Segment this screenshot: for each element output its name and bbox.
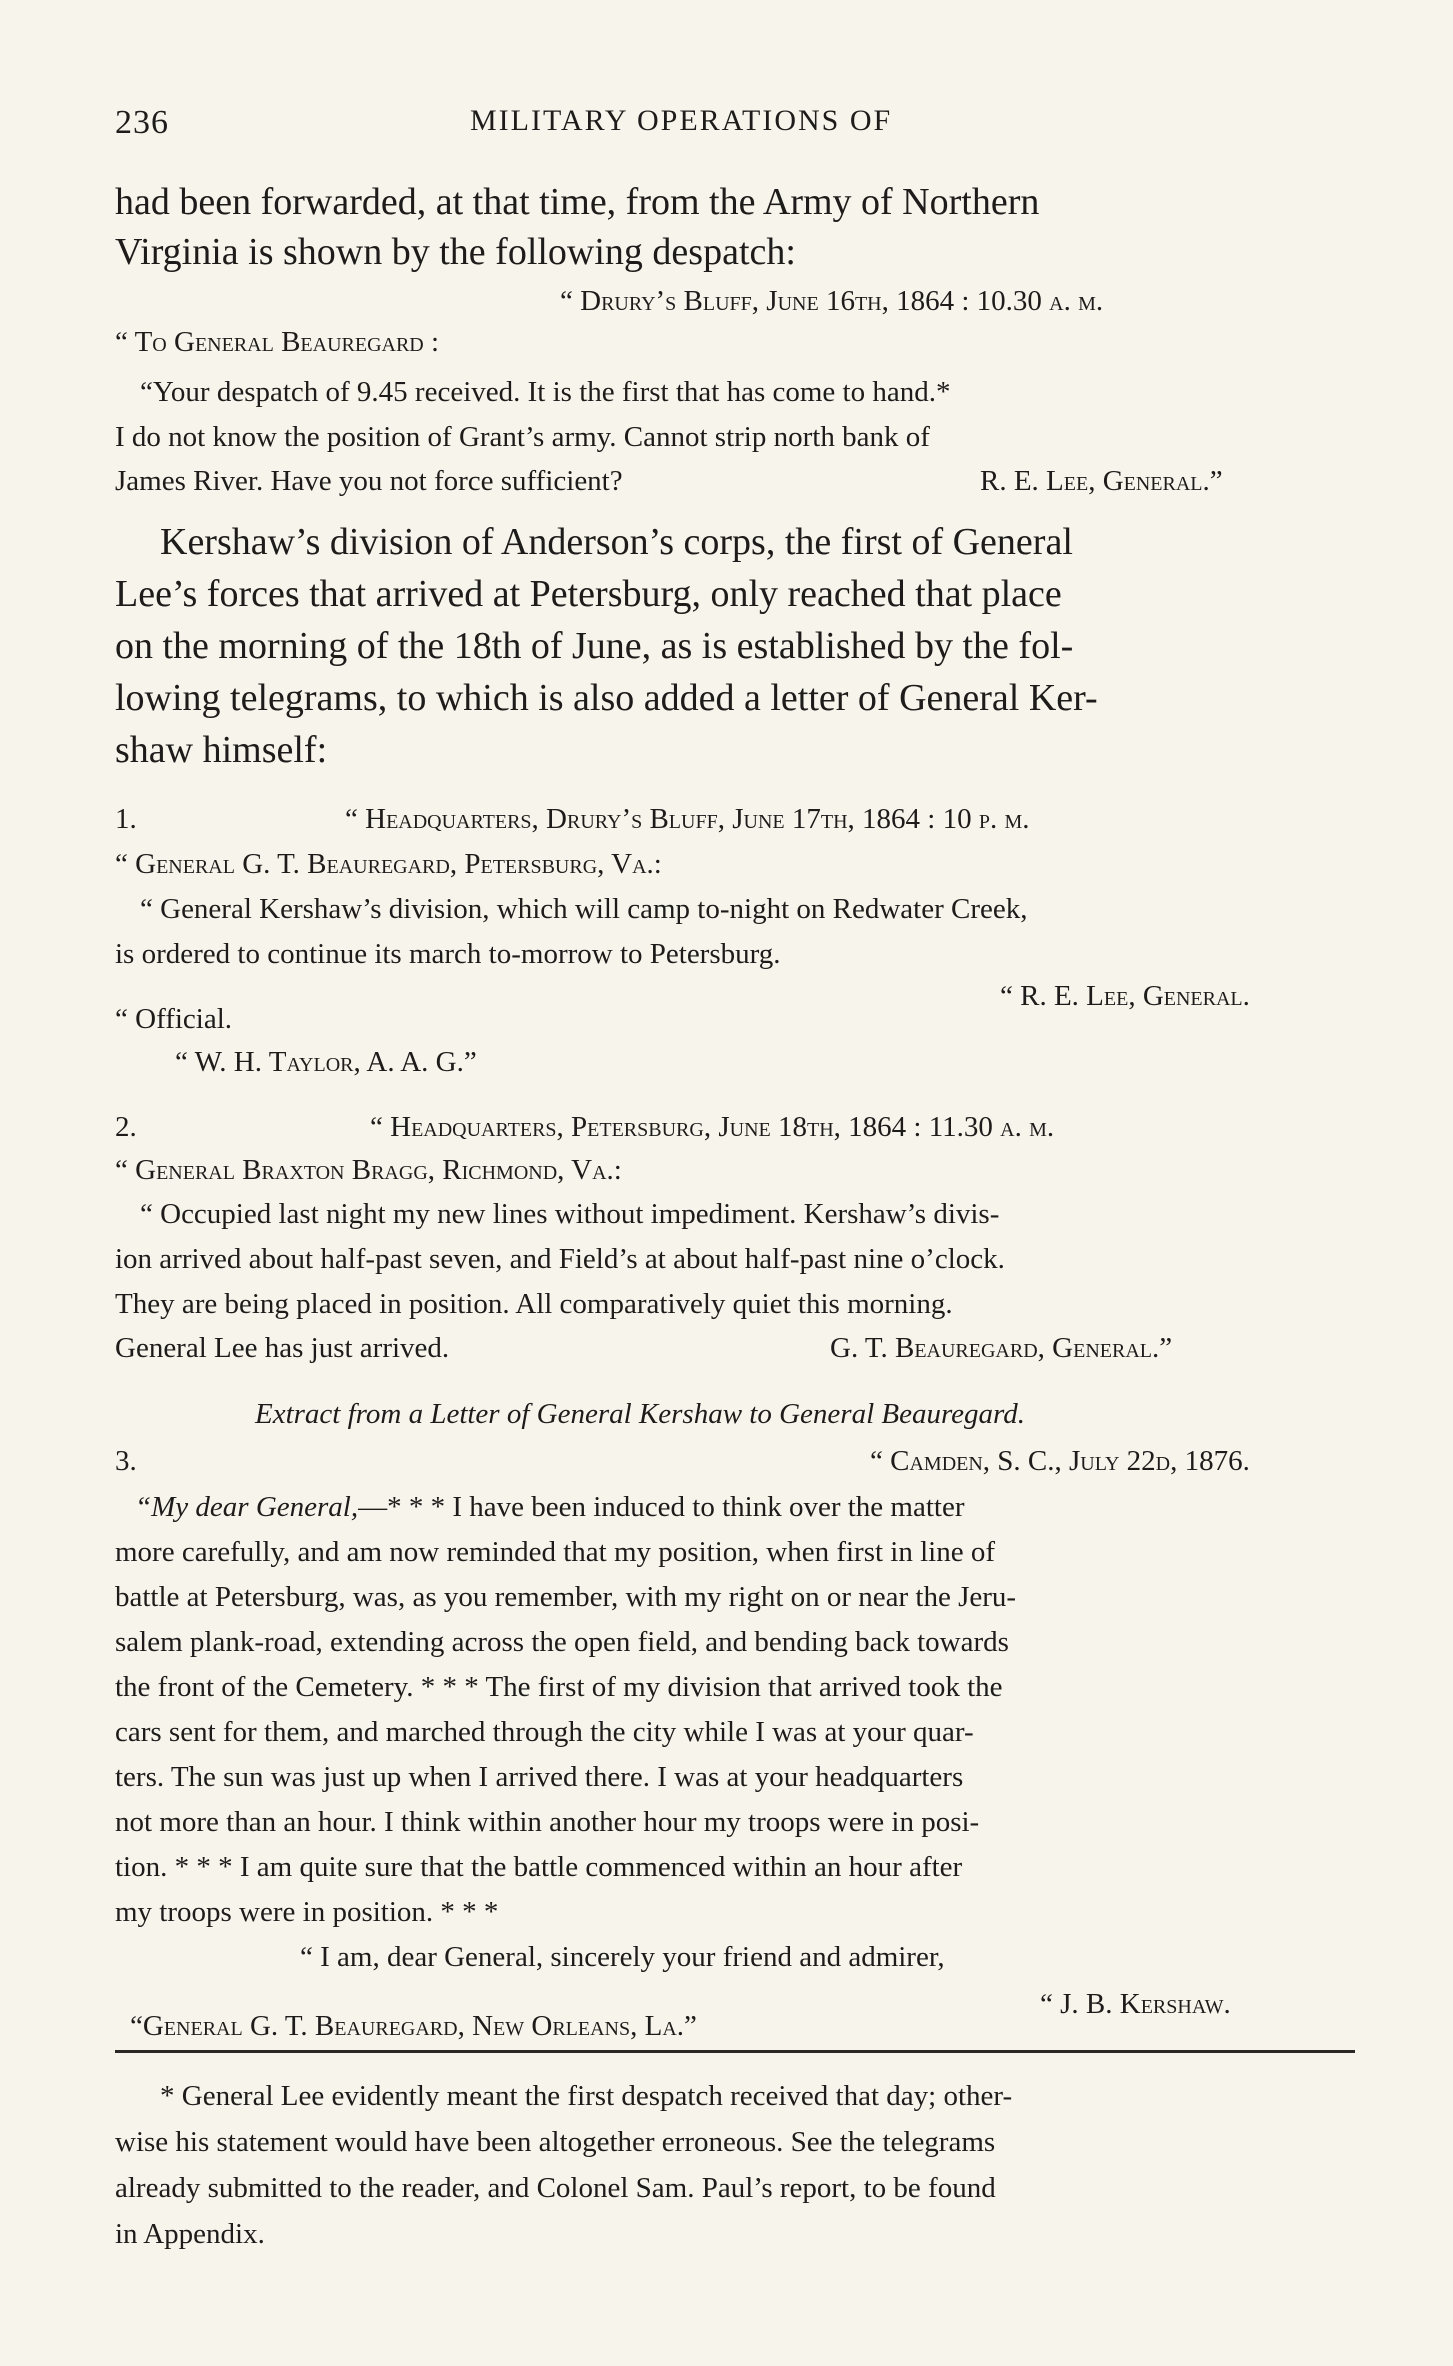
letter-body-line: not more than an hour. I think within another hour my troops were in posi- — [115, 1806, 980, 1838]
intro-line: Virginia is shown by the following despatch: — [115, 231, 796, 273]
telegram-body-line: ion arrived about half-past seven, and Field’s at about half-past nine o’clock. — [115, 1243, 1005, 1275]
telegram-body-line: General Lee has just arrived. — [115, 1332, 450, 1364]
letter-addressee: “General G. T. Beauregard, New Orleans, La.” — [130, 2010, 697, 2042]
paragraph-line: lowing telegrams, to which is also added a letter of General Ker- — [115, 677, 1098, 719]
despatch-signature: R. E. Lee, General.” — [980, 465, 1223, 497]
letter-body-line: the front of the Cemetery. * * * The first of my division that arrived took the — [115, 1671, 1003, 1703]
letter-closing: “ I am, dear General, sincerely your friend and admirer, — [300, 1941, 945, 1973]
letter-heading: Extract from a Letter of General Kershaw to General Beauregard. — [255, 1398, 1026, 1430]
letter-body-line: my troops were in position. * * * — [115, 1896, 499, 1928]
letter-body-line: tion. * * * I am quite sure that the battle commenced within an hour after — [115, 1851, 963, 1883]
footnote-divider — [115, 2050, 1355, 2053]
telegram-attest: “ W. H. Taylor, A. A. G.” — [175, 1046, 477, 1078]
letter-body-line: cars sent for them, and marched through the city while I was at your quar- — [115, 1716, 974, 1748]
page-number: 236 — [115, 104, 169, 141]
despatch-salutation: “ To General Beauregard : — [115, 326, 440, 358]
telegram-signature: “ R. E. Lee, General. — [1000, 980, 1250, 1012]
letter-body-line: ters. The sun was just up when I arrived there. I was at your headquarters — [115, 1761, 964, 1793]
telegram-body-line: “ General Kershaw’s division, which will camp to-night on Redwater Creek, — [140, 893, 1028, 925]
despatch-body-line: “Your despatch of 9.45 received. It is the first that has come to hand.* — [140, 376, 951, 408]
telegram-body-line: They are being placed in position. All comparatively quiet this morning. — [115, 1288, 953, 1320]
telegram-dateline: “ Headquarters, Petersburg, June 18th, 1864 : 11.30 a. m. — [370, 1111, 1055, 1143]
paragraph-line: shaw himself: — [115, 729, 328, 771]
paragraph-line: Kershaw’s division of Anderson’s corps, the first of General — [160, 521, 1073, 563]
telegram-official: “ Official. — [115, 1003, 233, 1035]
letter-body-line: salem plank-road, extending across the open field, and bending back towards — [115, 1626, 1009, 1658]
letter-dateline: “ Camden, S. C., July 22d, 1876. — [870, 1445, 1250, 1477]
running-head: MILITARY OPERATIONS OF — [470, 104, 893, 137]
telegram-signature: G. T. Beauregard, General.” — [830, 1332, 1173, 1364]
footnote-line: * General Lee evidently meant the first despatch received that day; other- — [160, 2080, 1013, 2112]
letter-number: 3. — [115, 1445, 137, 1477]
paragraph-line: Lee’s forces that arrived at Petersburg, only reached that place — [115, 573, 1062, 615]
footnote-line: already submitted to the reader, and Colonel Sam. Paul’s report, to be found — [115, 2172, 996, 2204]
footnote-line: wise his statement would have been altogether erroneous. See the telegrams — [115, 2126, 996, 2158]
despatch-body-line: James River. Have you not force sufficient? — [115, 465, 623, 497]
letter-first-line — [135, 1493, 965, 1522]
telegram-number: 1. — [115, 803, 137, 835]
letter-first-line-rest: —* * * I have been induced to think over the matter — [358, 1491, 965, 1523]
footnote-line: in Appendix. — [115, 2218, 265, 2250]
telegram-body-line: “ Occupied last night my new lines without impediment. Kershaw’s divis- — [140, 1198, 1000, 1230]
letter-opening: “My dear General, — [135, 1491, 359, 1523]
telegram-number: 2. — [115, 1111, 137, 1143]
despatch-body-line: I do not know the position of Grant’s army. Cannot strip north bank of — [115, 421, 930, 453]
intro-line: had been forwarded, at that time, from the Army of Northern — [115, 181, 1040, 223]
telegram-body-line: is ordered to continue its march to-morrow to Petersburg. — [115, 938, 781, 970]
letter-signature: “ J. B. Kershaw. — [1040, 1988, 1231, 2020]
paragraph-line: on the morning of the 18th of June, as is established by the fol- — [115, 625, 1074, 667]
telegram-salutation: “ General Braxton Bragg, Richmond, Va.: — [115, 1154, 622, 1186]
letter-body-line: more carefully, and am now reminded that my position, when first in line of — [115, 1536, 995, 1568]
letter-body-line: battle at Petersburg, was, as you remember, with my right on or near the Jeru- — [115, 1581, 1017, 1613]
telegram-dateline: “ Headquarters, Drury’s Bluff, June 17th, 1864 : 10 p. m. — [345, 803, 1030, 835]
telegram-salutation: “ General G. T. Beauregard, Petersburg, Va.: — [115, 848, 662, 880]
despatch-dateline: “ Drury’s Bluff, June 16th, 1864 : 10.30 a. m. — [560, 285, 1104, 317]
